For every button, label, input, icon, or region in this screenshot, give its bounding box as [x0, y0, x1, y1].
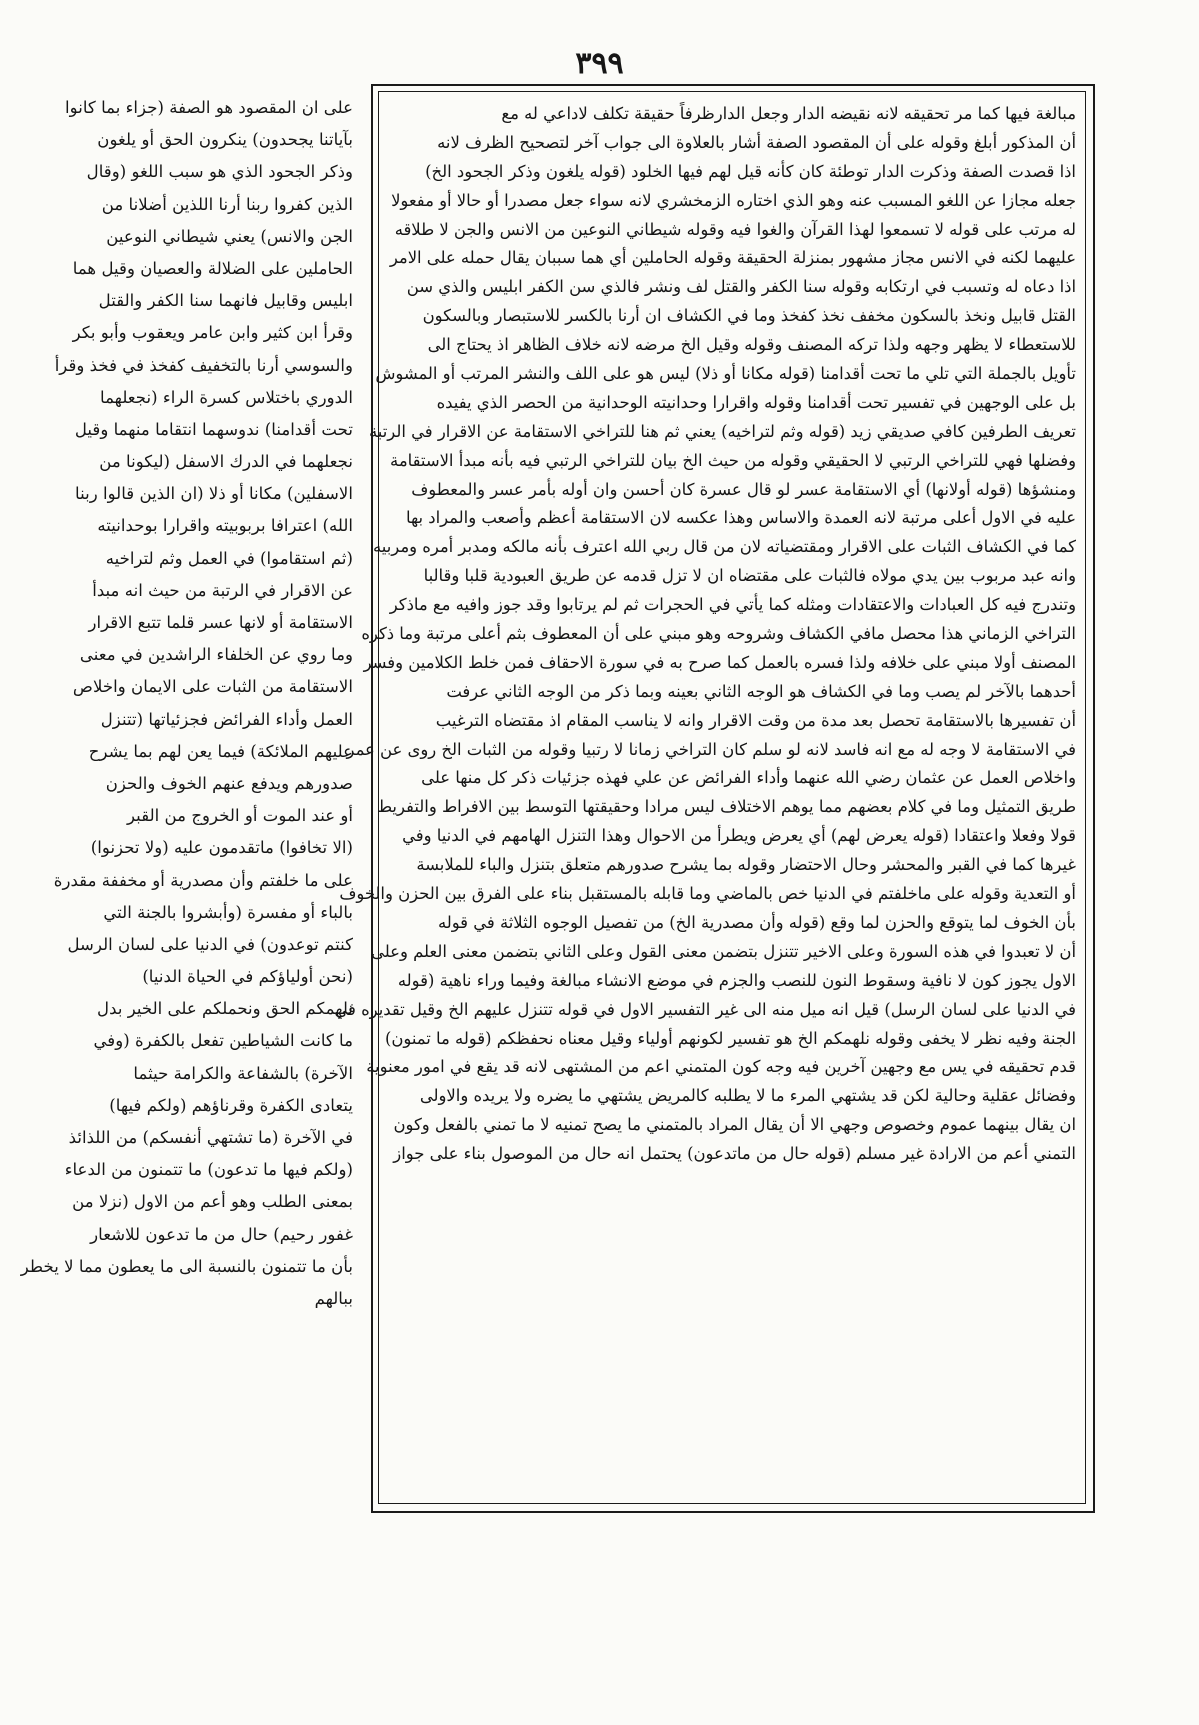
main-text-line: كنتم توعدون) في الدنيا على لسان الرسل — [67, 934, 353, 954]
commentary-line: التمني أعم من الارادة غير مسلم (قوله حال من ماتدعون) يحتمل انه حال من الموصول بناء على جواز — [393, 1144, 1076, 1164]
commentary-line: في الدنيا على لسان الرسل) قيل انه ميل منه الى غير التفسير الاول في قوله تتنزل عليهم الخ وقيل تقديره في — [334, 999, 1076, 1019]
commentary-line: كما في الكشاف الثبات على الاقرار ومقتضياته لان من قال ربي الله اعترف بأنه مالكه ومدبر أمره ومربيه — [373, 537, 1076, 557]
commentary-line: قدم تحقيقه في يس مع وجهين آخرين فيه وجه كون المتمني اعم من المشتهى لانه قد يقع في امور معنوية — [366, 1057, 1076, 1077]
main-text-line: الاسفلين) مكانا أو ذلا (ان الذين قالوا ربنا — [75, 484, 353, 504]
commentary-line: تأويل بالجملة التي تلي ما تحت أقدامنا (قوله مكانا أو ذلا) ليس هو على اللف والنشر المرتب أو المشوش — [375, 364, 1076, 384]
main-text-line: أو عند الموت أو الخروج من القبر — [127, 806, 353, 826]
commentary-line: الجنة وفيه نظر لا يخفى وقوله نلهمكم الخ هو تفسير لكونهم أولياء وقيل معناه نحفظكم (قوله ما تمنون) — [384, 1028, 1076, 1048]
commentary-line: بأن الخوف لما يتوقع والحزن لما وقع (قوله وأن مصدرية الخ) من تفصيل الوجوه الثلاثة في قوله — [437, 912, 1076, 932]
commentary-line: وفضائل عقلية وحالية لكن قد يشتهي المرء ما لا يطلبه كالمريض يشتهي ما يضره ولا يريده والاولى — [419, 1086, 1076, 1106]
main-text-line: الله) اعترافا بربوبيته واقرارا بوحدانيته — [97, 516, 353, 536]
commentary-line: أو التعدية وقوله على ماخلفتم في الدنيا خص بالماضي وما قابله بالمستقبل بناء على الفرق بين الحزن والخوف — [339, 884, 1076, 904]
main-text-line: الجن والانس) يعني شيطاني النوعين — [106, 226, 353, 246]
main-text-line: (نحن أولياؤكم في الحياة الدنيا) — [142, 967, 353, 987]
commentary-line: بل على الوجهين في تفسير تحت أقدامنا وقوله واقرارا وحدانيته الوحدانية من الحصر الذي يفيده — [436, 392, 1076, 412]
main-text-line: (الا تخافوا) ماتقدمون عليه (ولا تحزنوا) — [90, 838, 353, 858]
main-text-line: وقرأ ابن كثير وابن عامر ويعقوب وأبو بكر — [72, 323, 353, 343]
commentary-line: اذا قصدت الصفة وذكرت الدار توطئة كان كأنه قيل لهم فيها الخلود (قوله يلغون وذكر الجحود الخ) — [425, 161, 1076, 181]
commentary-line: أن تفسيرها بالاستقامة تحصل بعد مدة من وقت الاقرار وانه لا يناسب المقام اذ مقتضاه الترغيب — [435, 710, 1076, 730]
main-text-line: (ولكم فيها ما تدعون) ما تتمنون من الدعاء — [64, 1160, 353, 1180]
main-text-line: تحت أقدامنا) ندوسهما انتقاما منهما وقيل — [74, 419, 353, 439]
main-text-line: على ان المقصود هو الصفة (جزاء بما كانوا — [65, 98, 353, 117]
main-text-line: والسوسي أرنا بالتخفيف كفخذ في فخذ وقرأ — [54, 355, 353, 375]
commentary-line: وانه عبد مربوب بين يدي مولاه فالثبات على مقتضاه ان لا تزل قدمه عن طريق العبودية قلبا وقالبا — [423, 566, 1076, 586]
main-text-line: نلهمكم الحق ونحملكم على الخير بدل — [97, 999, 353, 1019]
commentary-line: عليه في الاول أعلى مرتبة لانه العمدة والاساس وهذا عكسه لان الاستقامة أعظم وأصعب والمراد بها — [405, 508, 1076, 528]
commentary-line: طريق التمثيل وما في كلام بعضهم مما يوهم الاختلاف ليس مرادا وحقيقتها التوسط بين الافراط والتفريط — [376, 797, 1076, 817]
commentary-line: في الاستقامة لا وجه له مع انه فاسد لانه لو سلم كان التراخي زمانا لا رتبيا وقوله من الثبات الخ روى عن عمر — [346, 739, 1076, 759]
main-text-line: بآياتنا يجحدون) ينكرون الحق أو يلغون — [97, 130, 353, 150]
main-text-line: نجعلهما في الدرك الاسفل (ليكونا من — [99, 452, 353, 472]
main-text-line: عن الاقرار في الرتبة من حيث انه مبدأ — [92, 580, 353, 600]
commentary-line: قولا وفعلا واعتقادا (قوله يعرض لهم) أي يعرض ويطرأ من الاحوال وهذا التنزل الهامهم في الدنيا وفي — [402, 826, 1076, 846]
main-text-line: وذكر الجحود الذي هو سبب اللغو (وقال — [86, 162, 353, 182]
main-text-line: وما روي عن الخلفاء الراشدين في معنى — [79, 645, 353, 665]
commentary-line: عليهما لكنه في الانس مجاز مشهور بمنزلة الحقيقة وقوله الحاملين أي هما سببان يقال حمله على الامر — [389, 248, 1076, 268]
commentary-line: أن المذكور أبلغ وقوله على أن المقصود الصفة أشار بالعلاوة الى جواب آخر لتصحيح الظرف لانه — [437, 132, 1076, 152]
main-text-line: بمعنى الطلب وهو أعم من الاول (نزلا من — [72, 1192, 353, 1212]
main-text-line: الحاملين على الضلالة والعصيان وقيل هما — [72, 258, 353, 278]
commentary-text-block — [334, 100, 1076, 1495]
commentary-line: ان يقال بينهما عموم وخصوص وجهي الا أن يقال المراد بالمتمني ما يصح تمنيه لا ما تمني بالفعل وكون — [393, 1115, 1076, 1135]
commentary-line: مبالغة فيها كما مر تحقيقه لانه نقيضه الدار وجعل الدارظرفاً حقيقة تكلف لاداعي له مع — [501, 104, 1076, 123]
main-text-line: الآخرة) بالشفاعة والكرامة حيثما — [133, 1063, 353, 1083]
main-text-line: بأن ما تتمنون بالنسبة الى ما يعطون مما لا يخطر — [20, 1256, 353, 1276]
main-text-block — [20, 92, 353, 1572]
commentary-line: جعله مجازا عن اللغو المسبب عنه وهو الذي اختاره الزمخشري لانه سواء جعل مصدرا أو حالا أو مفعولا — [391, 190, 1076, 210]
commentary-line: تعريف الطرفين كافي صديقي زيد (قوله وثم لتراخيه) يعني ثم هنا للتراخي الاستقامة عن الاقرار في الرتبة — [369, 421, 1076, 441]
main-text-line: الدوري باختلاس كسرة الراء (نجعلهما — [100, 387, 353, 407]
commentary-line: أن لا تعبدوا في هذه السورة وعلى الاخير تتنزل بتضمن معنى القول وعلى الثاني بتضمن معنى العلم وعلى — [371, 941, 1076, 961]
main-text-line: بالباء أو مفسرة (وأبشروا بالجنة التي — [103, 902, 353, 922]
main-text-line: ببالهم — [314, 1288, 353, 1308]
main-text-line: الذين كفروا ربنا أرنا اللذين أضلانا من — [101, 194, 353, 214]
page-number: ٣٩٩ — [575, 46, 624, 81]
commentary-line: الاول يجوز كون لا نافية وسقوط النون للنصب والجزم في موضع الانشاء مبالغة وفيما وراء ناهية (قوله — [397, 970, 1076, 990]
commentary-line: ومنشؤها (قوله أولانها) أي الاستقامة عسر لو قال عسرة كان أحسن وان أوله بأمر عسر والمعطوف — [411, 479, 1076, 499]
main-text-line: في الآخرة (ما تشتهي أنفسكم) من اللذائذ — [68, 1128, 353, 1147]
commentary-line: المصنف أولا مبني على خلافه ولذا فسره بالعمل كما صرح به في سورة الاحقاف فمن خلط الكلامين وفسر — [363, 652, 1076, 672]
main-text-line: الاستقامة أو لانها عسر قلما تتبع الاقرار — [88, 613, 353, 632]
commentary-line: اذا دعاه له وتسبب في ارتكابه وقوله سنا الكفر والقتل لف ونشر فالذي سن الكفر ابليس والذي سن — [406, 277, 1076, 297]
commentary-line: له مرتب على قوله لا تسمعوا لهذا القرآن والغوا فيه وقوله شيطاني النوعين من الانس والجن لا طلاقه — [394, 219, 1076, 239]
main-text-line: ابليس وقابيل فانهما سنا الكفر والقتل — [98, 291, 353, 311]
commentary-line: وتندرج فيه كل العبادات والاعتقادات ومثله كما يأتي في الحجرات ثم لم يرتابوا وقد جوز وافيه مع ماذكر — [389, 595, 1076, 615]
main-text-line: على ما خلفتم وأن مصدرية أو مخففة مقدرة — [53, 870, 353, 890]
main-text-line: ما كانت الشياطين تفعل بالكفرة (وفي — [93, 1031, 353, 1051]
commentary-line: القتل قابيل ونخذ بالسكون مخفف نخذ كفخذ وما في الكشاف ان أرنا بالكسر للاستبصار وبالسكون — [422, 306, 1076, 326]
main-text-line: العمل وأداء الفرائض فجزئياتها (تتنزل — [100, 709, 353, 729]
commentary-line: التراخي الزماني هذا محصل مافي الكشاف وشروحه وهو مبني على أن المعطوف بثم أعلى مرتبة وما ذكره — [361, 624, 1076, 644]
main-text-line: صدورهم ويدفع عنهم الخوف والحزن — [105, 773, 353, 793]
main-text-line: غفور رحيم) حال من ما تدعون للاشعار — [90, 1224, 353, 1244]
commentary-line: وفضلها فهي للتراخي الرتبي لا الحقيقي وقوله من حيث الخ بيان للتراخي الرتبي فيه بأنه مبدأ الاستقامة — [390, 450, 1076, 470]
commentary-line: واخلاص العمل عن عثمان رضي الله عنهما وأداء الفرائض عن علي فهذه جزئيات ذكر كل منها على — [421, 768, 1076, 788]
commentary-line: غيرها كما في القبر والمحشر وحال الاحتضار وقوله بما يشرح صدورهم متعلق بتنزل والباء للملابسة — [416, 855, 1076, 875]
main-text-line: (ثم استقاموا) في العمل وثم لتراخيه — [105, 548, 353, 568]
commentary-line: للاستعطاء لا يظهر وجهه ولذا تركه المصنف وقوله وقيل الخ مرضه لانه خلاف الظاهر اذ يحتاج الى — [427, 335, 1076, 355]
main-text-line: الاستقامة من الثبات على الايمان واخلاص — [72, 677, 353, 697]
commentary-line: أحدهما بالآخر لم يصب وما في الكشاف هو الوجه الثاني بعينه وبما ذكر من الوجه الثاني عرفت — [446, 681, 1076, 701]
main-text-line: يتعادى الكفرة وقرناؤهم (ولكم فيها) — [109, 1095, 353, 1115]
main-text-line: عليهم الملائكة) فيما يعن لهم بما يشرح — [88, 741, 353, 761]
